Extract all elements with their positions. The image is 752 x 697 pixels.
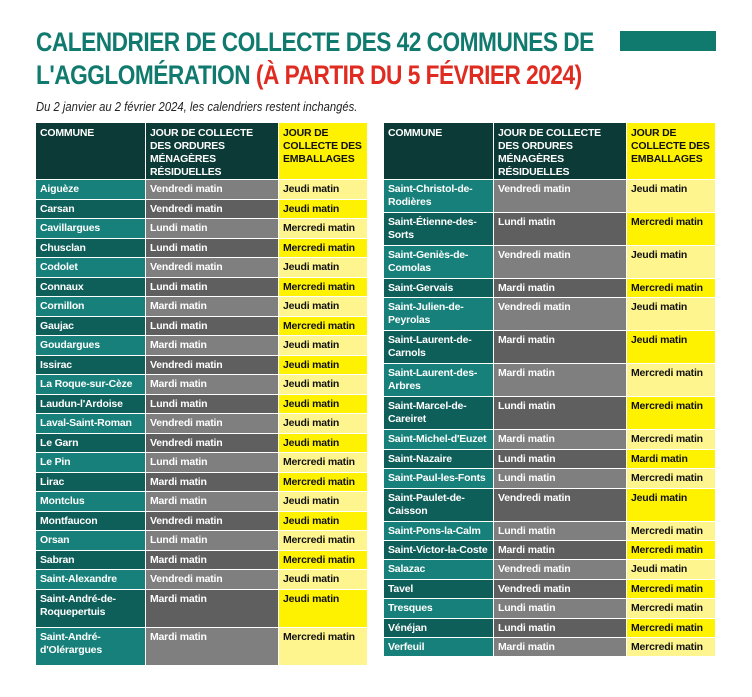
header-jour-om: JOUR DE COLLECTE DES ORDURES MÉNAGÈRES RÉSIDUELLES	[494, 123, 627, 180]
jour-om-cell: Lundi matin	[494, 619, 627, 638]
jour-om-cell: Mardi matin	[146, 473, 279, 493]
table-row	[384, 638, 716, 657]
jour-om-cell: Lundi matin	[494, 469, 627, 488]
commune-cell: Laval-Saint-Roman	[36, 414, 146, 434]
commune-cell: Montfaucon	[36, 512, 146, 532]
jour-om-cell: Mardi matin	[494, 331, 627, 364]
jour-om-cell: Lundi matin	[146, 395, 279, 415]
jour-om-cell: Lundi matin	[146, 219, 279, 239]
table-row	[36, 297, 368, 317]
table-row	[36, 590, 368, 628]
table-row	[36, 434, 368, 454]
table-row	[36, 492, 368, 512]
commune-cell: Le Pin	[36, 453, 146, 473]
jour-emb-cell: Jeudi matin	[279, 570, 368, 590]
page-title	[36, 26, 594, 92]
commune-cell: Chusclan	[36, 239, 146, 259]
jour-om-cell: Mardi matin	[494, 279, 627, 298]
table-row	[384, 430, 716, 449]
jour-om-cell: Mardi matin	[146, 336, 279, 356]
title-line-2	[36, 59, 582, 92]
jour-om-cell: Vendredi matin	[494, 580, 627, 599]
commune-cell: Sabran	[36, 551, 146, 571]
commune-cell: Montclus	[36, 492, 146, 512]
table-row	[36, 200, 368, 220]
table-row	[384, 450, 716, 469]
jour-om-cell: Vendredi matin	[146, 414, 279, 434]
commune-cell: Goudargues	[36, 336, 146, 356]
jour-om-cell: Vendredi matin	[146, 200, 279, 220]
jour-om-cell: Mardi matin	[494, 541, 627, 560]
jour-om-cell: Vendredi matin	[494, 489, 627, 522]
commune-cell: Vénéjan	[384, 619, 494, 638]
table-row	[384, 364, 716, 397]
calendar-table-left	[36, 123, 368, 666]
jour-om-cell: Lundi matin	[494, 599, 627, 618]
jour-om-cell: Lundi matin	[146, 317, 279, 337]
commune-cell: Saint-Christol-de-Rodières	[384, 180, 494, 213]
jour-om-cell: Mardi matin	[146, 297, 279, 317]
table-row	[36, 219, 368, 239]
jour-emb-cell: Jeudi matin	[279, 200, 368, 220]
title-agglomeration: L'AGGLOMÉRATION	[36, 60, 251, 90]
commune-cell: Codolet	[36, 258, 146, 278]
table-row	[384, 522, 716, 541]
table-row	[384, 489, 716, 522]
commune-cell: Saint-Michel-d'Euzet	[384, 430, 494, 449]
table-row	[384, 180, 716, 213]
commune-cell: Salazac	[384, 560, 494, 579]
jour-emb-cell: Jeudi matin	[627, 298, 716, 331]
table-row	[36, 531, 368, 551]
commune-cell: Saint-Julien-de-Peyrolas	[384, 298, 494, 331]
table-row	[36, 414, 368, 434]
jour-emb-cell: Jeudi matin	[627, 331, 716, 364]
table-row	[384, 298, 716, 331]
jour-emb-cell: Jeudi matin	[279, 492, 368, 512]
commune-cell: Connaux	[36, 278, 146, 298]
commune-cell: Saint-André-d'Olérargues	[36, 628, 146, 666]
jour-om-cell: Lundi matin	[494, 213, 627, 246]
jour-om-cell: Vendredi matin	[146, 258, 279, 278]
jour-om-cell: Lundi matin	[146, 531, 279, 551]
commune-cell: Saint-Étienne-des-Sorts	[384, 213, 494, 246]
commune-cell: Aiguèze	[36, 180, 146, 200]
jour-om-cell: Lundi matin	[494, 522, 627, 541]
jour-emb-cell: Mercredi matin	[279, 317, 368, 337]
table-row	[36, 453, 368, 473]
table-row	[384, 246, 716, 279]
table-row	[36, 570, 368, 590]
commune-cell: Saint-Gervais	[384, 279, 494, 298]
jour-om-cell: Lundi matin	[146, 453, 279, 473]
table-row	[384, 599, 716, 618]
commune-cell: Tresques	[384, 599, 494, 618]
commune-cell: Saint-Pons-la-Calm	[384, 522, 494, 541]
jour-emb-cell: Jeudi matin	[279, 336, 368, 356]
title-line-1: CALENDRIER DE COLLECTE DES 42 COMMUNES DE	[36, 27, 594, 57]
jour-emb-cell: Jeudi matin	[279, 356, 368, 376]
jour-om-cell: Mardi matin	[146, 551, 279, 571]
jour-om-cell: Vendredi matin	[146, 434, 279, 454]
commune-cell: Saint-André-de-Roquepertuis	[36, 590, 146, 628]
jour-om-cell: Vendredi matin	[494, 298, 627, 331]
commune-cell: Saint-Paulet-de-Caisson	[384, 489, 494, 522]
jour-emb-cell: Jeudi matin	[627, 489, 716, 522]
jour-emb-cell: Mercredi matin	[279, 628, 368, 666]
jour-emb-cell: Jeudi matin	[627, 246, 716, 279]
commune-cell: Orsan	[36, 531, 146, 551]
commune-cell: Saint-Laurent-des-Arbres	[384, 364, 494, 397]
commune-cell: Saint-Victor-la-Coste	[384, 541, 494, 560]
table-row	[36, 512, 368, 532]
jour-emb-cell: Mercredi matin	[627, 364, 716, 397]
jour-emb-cell: Mercredi matin	[279, 278, 368, 298]
jour-emb-cell: Mercredi matin	[627, 279, 716, 298]
jour-emb-cell: Mercredi matin	[627, 430, 716, 449]
jour-emb-cell: Jeudi matin	[279, 512, 368, 532]
jour-om-cell: Lundi matin	[146, 239, 279, 259]
calendar-table-right	[384, 123, 716, 657]
jour-emb-cell: Jeudi matin	[279, 375, 368, 395]
jour-emb-cell: Mercredi matin	[627, 522, 716, 541]
jour-om-cell: Vendredi matin	[494, 560, 627, 579]
jour-emb-cell: Jeudi matin	[627, 560, 716, 579]
jour-om-cell: Mardi matin	[494, 364, 627, 397]
jour-emb-cell: Jeudi matin	[279, 434, 368, 454]
commune-cell: Saint-Nazaire	[384, 450, 494, 469]
table-row	[36, 239, 368, 259]
table-row	[36, 336, 368, 356]
header-commune: COMMUNE	[384, 123, 494, 180]
jour-om-cell: Mardi matin	[146, 492, 279, 512]
table-row	[384, 619, 716, 638]
title-decoration-bar	[620, 31, 716, 51]
title-date-highlight: (À PARTIR DU 5 FÉVRIER 2024)	[255, 60, 582, 90]
jour-om-cell: Mardi matin	[146, 590, 279, 628]
commune-cell: Saint-Marcel-de-Careiret	[384, 397, 494, 430]
header-jour-emb: JOUR DE COLLECTE DES EMBALLAGES	[279, 123, 368, 180]
jour-emb-cell: Mercredi matin	[627, 580, 716, 599]
jour-emb-cell: Mercredi matin	[627, 599, 716, 618]
commune-cell: Cavillargues	[36, 219, 146, 239]
table-row	[36, 258, 368, 278]
jour-om-cell: Vendredi matin	[146, 512, 279, 532]
jour-emb-cell: Mercredi matin	[627, 638, 716, 657]
jour-emb-cell: Mercredi matin	[279, 551, 368, 571]
jour-emb-cell: Mercredi matin	[627, 397, 716, 430]
jour-om-cell: Lundi matin	[494, 397, 627, 430]
commune-cell: La Roque-sur-Cèze	[36, 375, 146, 395]
commune-cell: Saint-Paul-les-Fonts	[384, 469, 494, 488]
table-row	[384, 469, 716, 488]
commune-cell: Verfeuil	[384, 638, 494, 657]
table-row	[384, 560, 716, 579]
jour-emb-cell: Jeudi matin	[279, 258, 368, 278]
table-row	[36, 278, 368, 298]
commune-cell: Lirac	[36, 473, 146, 493]
table-row	[36, 317, 368, 337]
jour-emb-cell: Mercredi matin	[627, 541, 716, 560]
commune-cell: Carsan	[36, 200, 146, 220]
jour-om-cell: Mardi matin	[494, 638, 627, 657]
jour-emb-cell: Mercredi matin	[279, 219, 368, 239]
jour-emb-cell: Mercredi matin	[627, 213, 716, 246]
jour-emb-cell: Jeudi matin	[627, 180, 716, 213]
header-commune: COMMUNE	[36, 123, 146, 180]
jour-emb-cell: Jeudi matin	[279, 590, 368, 628]
table-row	[36, 473, 368, 493]
jour-emb-cell: Jeudi matin	[279, 395, 368, 415]
jour-om-cell: Vendredi matin	[146, 356, 279, 376]
jour-om-cell: Mardi matin	[494, 430, 627, 449]
jour-om-cell: Vendredi matin	[494, 180, 627, 213]
table-row	[36, 395, 368, 415]
jour-emb-cell: Jeudi matin	[279, 180, 368, 200]
commune-cell: Laudun-l'Ardoise	[36, 395, 146, 415]
table-row	[36, 180, 368, 200]
table-row	[384, 580, 716, 599]
table-row	[384, 279, 716, 298]
table-row	[36, 628, 368, 666]
jour-om-cell: Vendredi matin	[494, 246, 627, 279]
header-jour-emb: JOUR DE COLLECTE DES EMBALLAGES	[627, 123, 716, 180]
table-row	[36, 551, 368, 571]
table-row	[36, 356, 368, 376]
commune-cell: Saint-Geniès-de-Comolas	[384, 246, 494, 279]
commune-cell: Saint-Alexandre	[36, 570, 146, 590]
jour-emb-cell: Mercredi matin	[279, 531, 368, 551]
jour-emb-cell: Mercredi matin	[627, 469, 716, 488]
jour-emb-cell: Jeudi matin	[279, 297, 368, 317]
jour-om-cell: Lundi matin	[494, 450, 627, 469]
commune-cell: Gaujac	[36, 317, 146, 337]
commune-cell: Le Garn	[36, 434, 146, 454]
commune-cell: Saint-Laurent-de-Carnols	[384, 331, 494, 364]
jour-emb-cell: Mercredi matin	[279, 473, 368, 493]
commune-cell: Issirac	[36, 356, 146, 376]
jour-emb-cell: Mercredi matin	[279, 453, 368, 473]
table-row	[384, 213, 716, 246]
header-jour-om: JOUR DE COLLECTE DES ORDURES MÉNAGÈRES RÉSIDUELLES	[146, 123, 279, 180]
table-row	[384, 331, 716, 364]
jour-emb-cell: Mercredi matin	[279, 239, 368, 259]
table-header-row	[384, 123, 716, 180]
table-row	[36, 375, 368, 395]
table-row	[384, 541, 716, 560]
jour-om-cell: Mardi matin	[146, 628, 279, 666]
jour-emb-cell: Mercredi matin	[627, 619, 716, 638]
commune-cell: Cornillon	[36, 297, 146, 317]
jour-om-cell: Mardi matin	[146, 375, 279, 395]
table-row	[384, 397, 716, 430]
jour-emb-cell: Jeudi matin	[279, 414, 368, 434]
jour-om-cell: Vendredi matin	[146, 570, 279, 590]
jour-emb-cell: Mardi matin	[627, 450, 716, 469]
jour-om-cell: Lundi matin	[146, 278, 279, 298]
table-header-row	[36, 123, 368, 180]
commune-cell: Tavel	[384, 580, 494, 599]
subtitle: Du 2 janvier au 2 février 2024, les calendriers restent inchangés.	[36, 100, 358, 114]
jour-om-cell: Vendredi matin	[146, 180, 279, 200]
